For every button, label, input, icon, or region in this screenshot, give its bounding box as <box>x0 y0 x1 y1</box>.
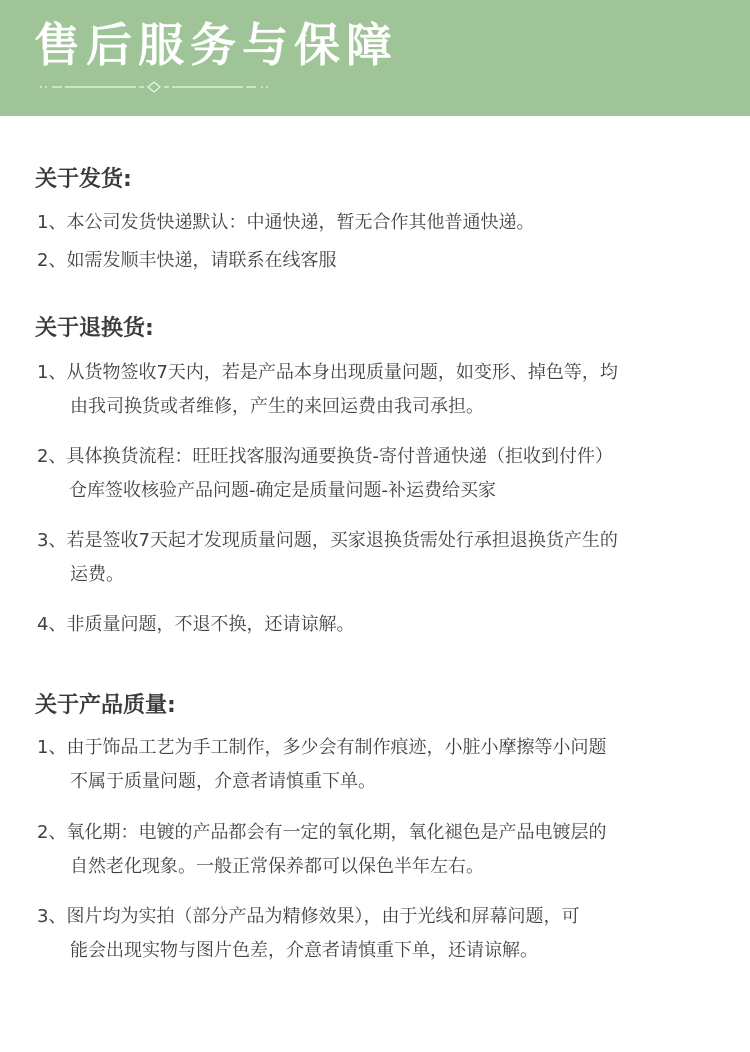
item-line: 2、如需发顺丰快递，请联系在线客服 <box>37 250 337 271</box>
item-line: 2、氧化期：电镀的产品都会有一定的氧化期，氧化褪色是产品电镀层的 <box>37 822 607 843</box>
section-heading-quality: 关于产品质量: <box>35 693 176 718</box>
item-line: 1、本公司发货快递默认：中通快递，暂无合作其他普通快递。 <box>37 212 535 233</box>
item-line: 3、图片均为实拍（部分产品为精修效果），由于光线和屏幕问题，可 <box>37 906 580 927</box>
quality-item-1 <box>37 731 727 799</box>
page-title: 售后服务与保障 <box>34 18 398 72</box>
item-line: 4、非质量问题，不退不换，还请谅解。 <box>37 614 355 635</box>
item-line: 2、具体换货流程：旺旺找客服沟通要换货-寄付普通快递（拒收到付件） <box>37 446 613 467</box>
item-line: 仓库签收核验产品问题-确定是质量问题-补运费给买家 <box>69 480 496 501</box>
item-line: 1、由于饰品工艺为手工制作，多少会有制作痕迹，小脏小摩擦等小问题 <box>37 737 607 758</box>
header-banner <box>0 0 750 116</box>
returns-item-1 <box>37 356 727 424</box>
item-line: 运费。 <box>70 564 124 585</box>
divider-ornament <box>38 80 270 94</box>
quality-item-2 <box>37 816 727 884</box>
item-line: 由我司换货或者维修，产生的来回运费由我司承担。 <box>70 396 484 417</box>
returns-item-4 <box>37 608 727 642</box>
shipping-item-2 <box>37 244 727 278</box>
section-heading-returns: 关于退换货: <box>35 316 154 341</box>
item-line: 不属于质量问题，介意者请慎重下单。 <box>70 771 376 792</box>
returns-item-2 <box>37 440 727 508</box>
item-line: 自然老化现象。一般正常保养都可以保色半年左右。 <box>70 856 484 877</box>
section-heading-shipping: 关于发货: <box>35 167 132 192</box>
shipping-item-1 <box>37 206 727 240</box>
quality-item-3 <box>37 900 727 968</box>
returns-item-3 <box>37 524 727 592</box>
item-line: 3、若是签收7天起才发现质量问题，买家退换货需处行承担退换货产生的 <box>37 530 618 551</box>
item-line: 1、从货物签收7天内，若是产品本身出现质量问题，如变形、掉色等，均 <box>37 362 618 383</box>
item-line: 能会出现实物与图片色差，介意者请慎重下单，还请谅解。 <box>70 940 538 961</box>
